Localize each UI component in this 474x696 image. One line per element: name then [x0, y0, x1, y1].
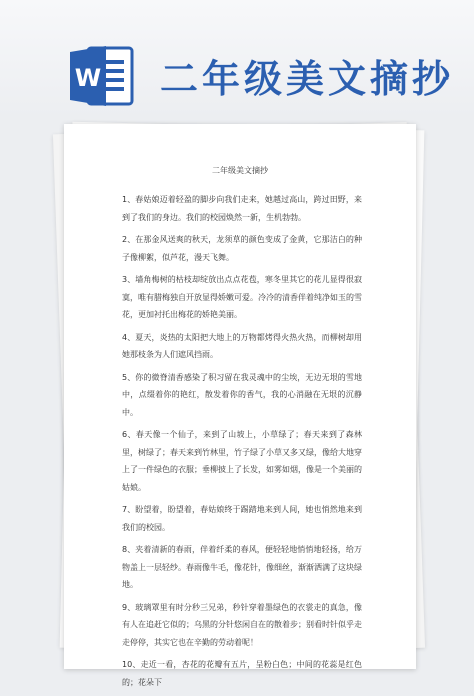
paragraph: 1、春姑娘迈着轻盈的脚步向我们走来，她越过高山，跨过田野，来到了我们的身边。我们的校园焕然一新，生机勃勃。	[122, 195, 362, 222]
paragraph: 5、你的微脊清香感染了积习留在我灵魂中的尘埃，无边无垠的雪地中，点缀着你的艳红，散发着你的香气，我的心消融在无垠的沉静中。	[122, 372, 362, 417]
paragraph: 2、在那金风送爽的秋天，龙须草的颜色变成了金黄，它那洁白的种子像柳絮，似芦花，漫天飞舞。	[122, 235, 362, 262]
document-title: 二年级美文摘抄	[212, 166, 268, 175]
banner-title: 二年级美文摘抄	[160, 57, 455, 101]
document-page	[64, 124, 416, 687]
paragraph: 9、玻璃罩里有时分秒三兄弟，秒针穿着墨绿色的衣裳走的真急，像有人在追赶它似的；乌黑的分针悠闲自在的散着步；别看时针似乎走走停停，其实它也在辛勤的劳动着呢！	[122, 602, 362, 647]
paragraph: 3、墙角梅树的枯枝却绽放出点点花苞，寒冬里其它的花儿显得很寂寞，唯有腊梅独自开放显得娇嫩可爱。冷冷的清香伴着纯净如玉的雪花，更加衬托出梅花的娇艳美丽。	[122, 275, 362, 319]
word-document-icon	[68, 44, 136, 108]
paragraph: 7、盼望着，盼望着，春姑娘终于踢踏地来到人间，她也悄然地来到我们的校园。	[122, 505, 362, 532]
header-banner	[0, 0, 474, 118]
document-body	[122, 191, 362, 696]
paragraph: 4、夏天，炎热的太阳把大地上的万物都烤得火热火热，而柳树却用她那枝条为人们遮风挡雨。	[122, 332, 362, 359]
paragraph: 10、走近一看，杏花的花瓣有五片，呈粉白色；中间的花蕊是红色的；花朵下	[122, 660, 362, 687]
word-logo-letter: W	[74, 64, 102, 92]
paragraph: 6、春天像一个仙子，来到了山坡上，小草绿了；春天来到了森林里，树绿了；春天来到竹林里，竹子绿了小草又多又绿，像给大地穿上了一件绿色的衣服；垂柳披上了长发，如雾如烟，像是一个美丽的姑娘。	[122, 430, 362, 492]
paragraph: 8、夹着清新的春雨，伴着纤柔的春风，便轻轻地悄悄地轻扬，给万物盖上一层轻纱。春雨像牛毛，像花针，像细丝，渐渐洒满了这块绿地。	[122, 545, 362, 589]
